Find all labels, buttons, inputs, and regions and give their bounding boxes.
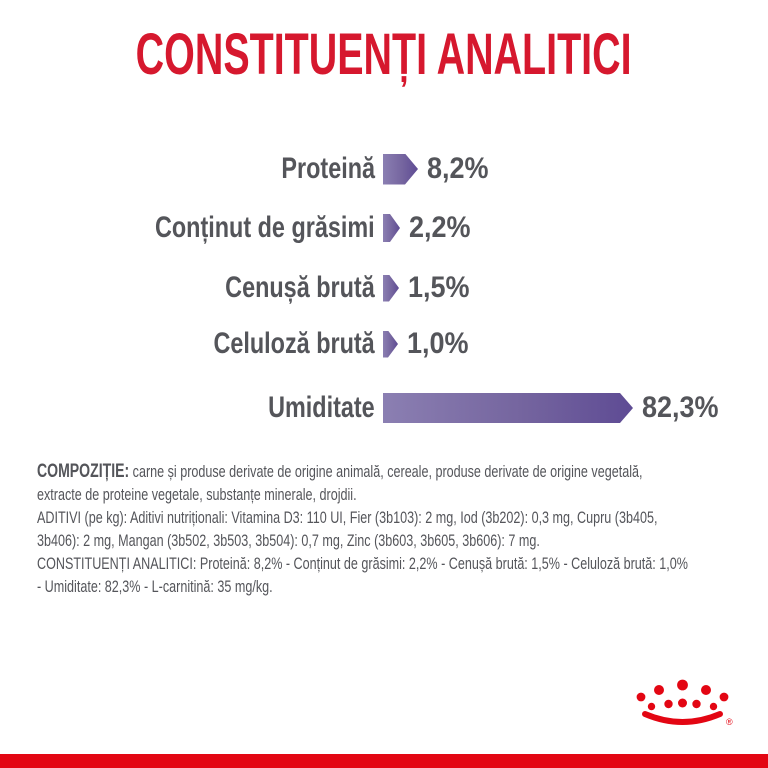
registered-mark: ® [726, 717, 733, 727]
bar [383, 393, 633, 423]
bar-label-text: Conținut de grăsimi [155, 211, 375, 244]
bar-label [0, 211, 375, 245]
bar-label-text: Celuloză brută [213, 327, 375, 360]
crown-icon [626, 678, 738, 740]
bar-value [407, 327, 475, 361]
bar-label-text: Umiditate [268, 391, 375, 424]
additives-line-2: 3b406): 2 mg, Mangan (3b502, 3b503, 3b504): 0,7 mg, Zinc (3b603, 3b605, 3b606): 7 mg. [37, 531, 540, 550]
royal-canin-crown-logo [626, 678, 738, 740]
bar [383, 154, 418, 185]
bar-label [0, 327, 375, 361]
bar-value [409, 211, 477, 245]
chart-row [0, 271, 768, 305]
bar-value-text: 8,2% [427, 152, 489, 185]
bar-value-text: 82,3% [642, 391, 719, 424]
bar-label-text: Cenușă brută [225, 271, 375, 304]
bar-value [642, 391, 727, 425]
composition-line-1 [37, 460, 643, 483]
page-title-text: CONSTITUENȚI ANALITICI [136, 21, 632, 87]
composition-text-1: carne și produse derivate de origine animală, cereale, produse derivate de origine vegetală, [129, 462, 643, 481]
bar-value-text: 1,5% [408, 271, 470, 304]
analytical-line-1: CONSTITUENȚI ANALITICI: Proteină: 8,2% - Conținut de grăsimi: 2,2% - Cenușă brută: 1,5% - Celuloză brută: 1,0% [37, 554, 688, 573]
bar-value-text: 2,2% [409, 211, 471, 244]
composition-section [37, 460, 768, 598]
composition-heading: COMPOZIȚIE: [37, 461, 130, 482]
bar-label [0, 391, 375, 425]
chart-row [0, 211, 768, 245]
additives-line-1: ADITIVI (pe kg): Aditivi nutriționali: Vitamina D3: 110 UI, Fier (3b103): 2 mg, Iod (3b202): 0,3 mg, Cupru (3b405, [37, 508, 658, 527]
bar-label [0, 152, 375, 186]
footer-red-bar [0, 754, 768, 768]
bar-value [427, 152, 495, 186]
bar-value-text: 1,0% [407, 327, 469, 360]
chart-row [0, 327, 768, 361]
bar-label [0, 271, 375, 305]
bar-label-text: Proteină [281, 152, 375, 185]
chart-row [0, 391, 768, 425]
bar [383, 331, 398, 358]
bar [383, 275, 399, 302]
bar [383, 214, 400, 242]
analytical-line-2: - Umiditate: 82,3% - L-carnitină: 35 mg/kg. [37, 577, 273, 596]
composition-line-2: extracte de proteine vegetale, substanțe minerale, drojdii. [37, 485, 357, 504]
chart-row [0, 152, 768, 186]
bar-value [408, 271, 476, 305]
